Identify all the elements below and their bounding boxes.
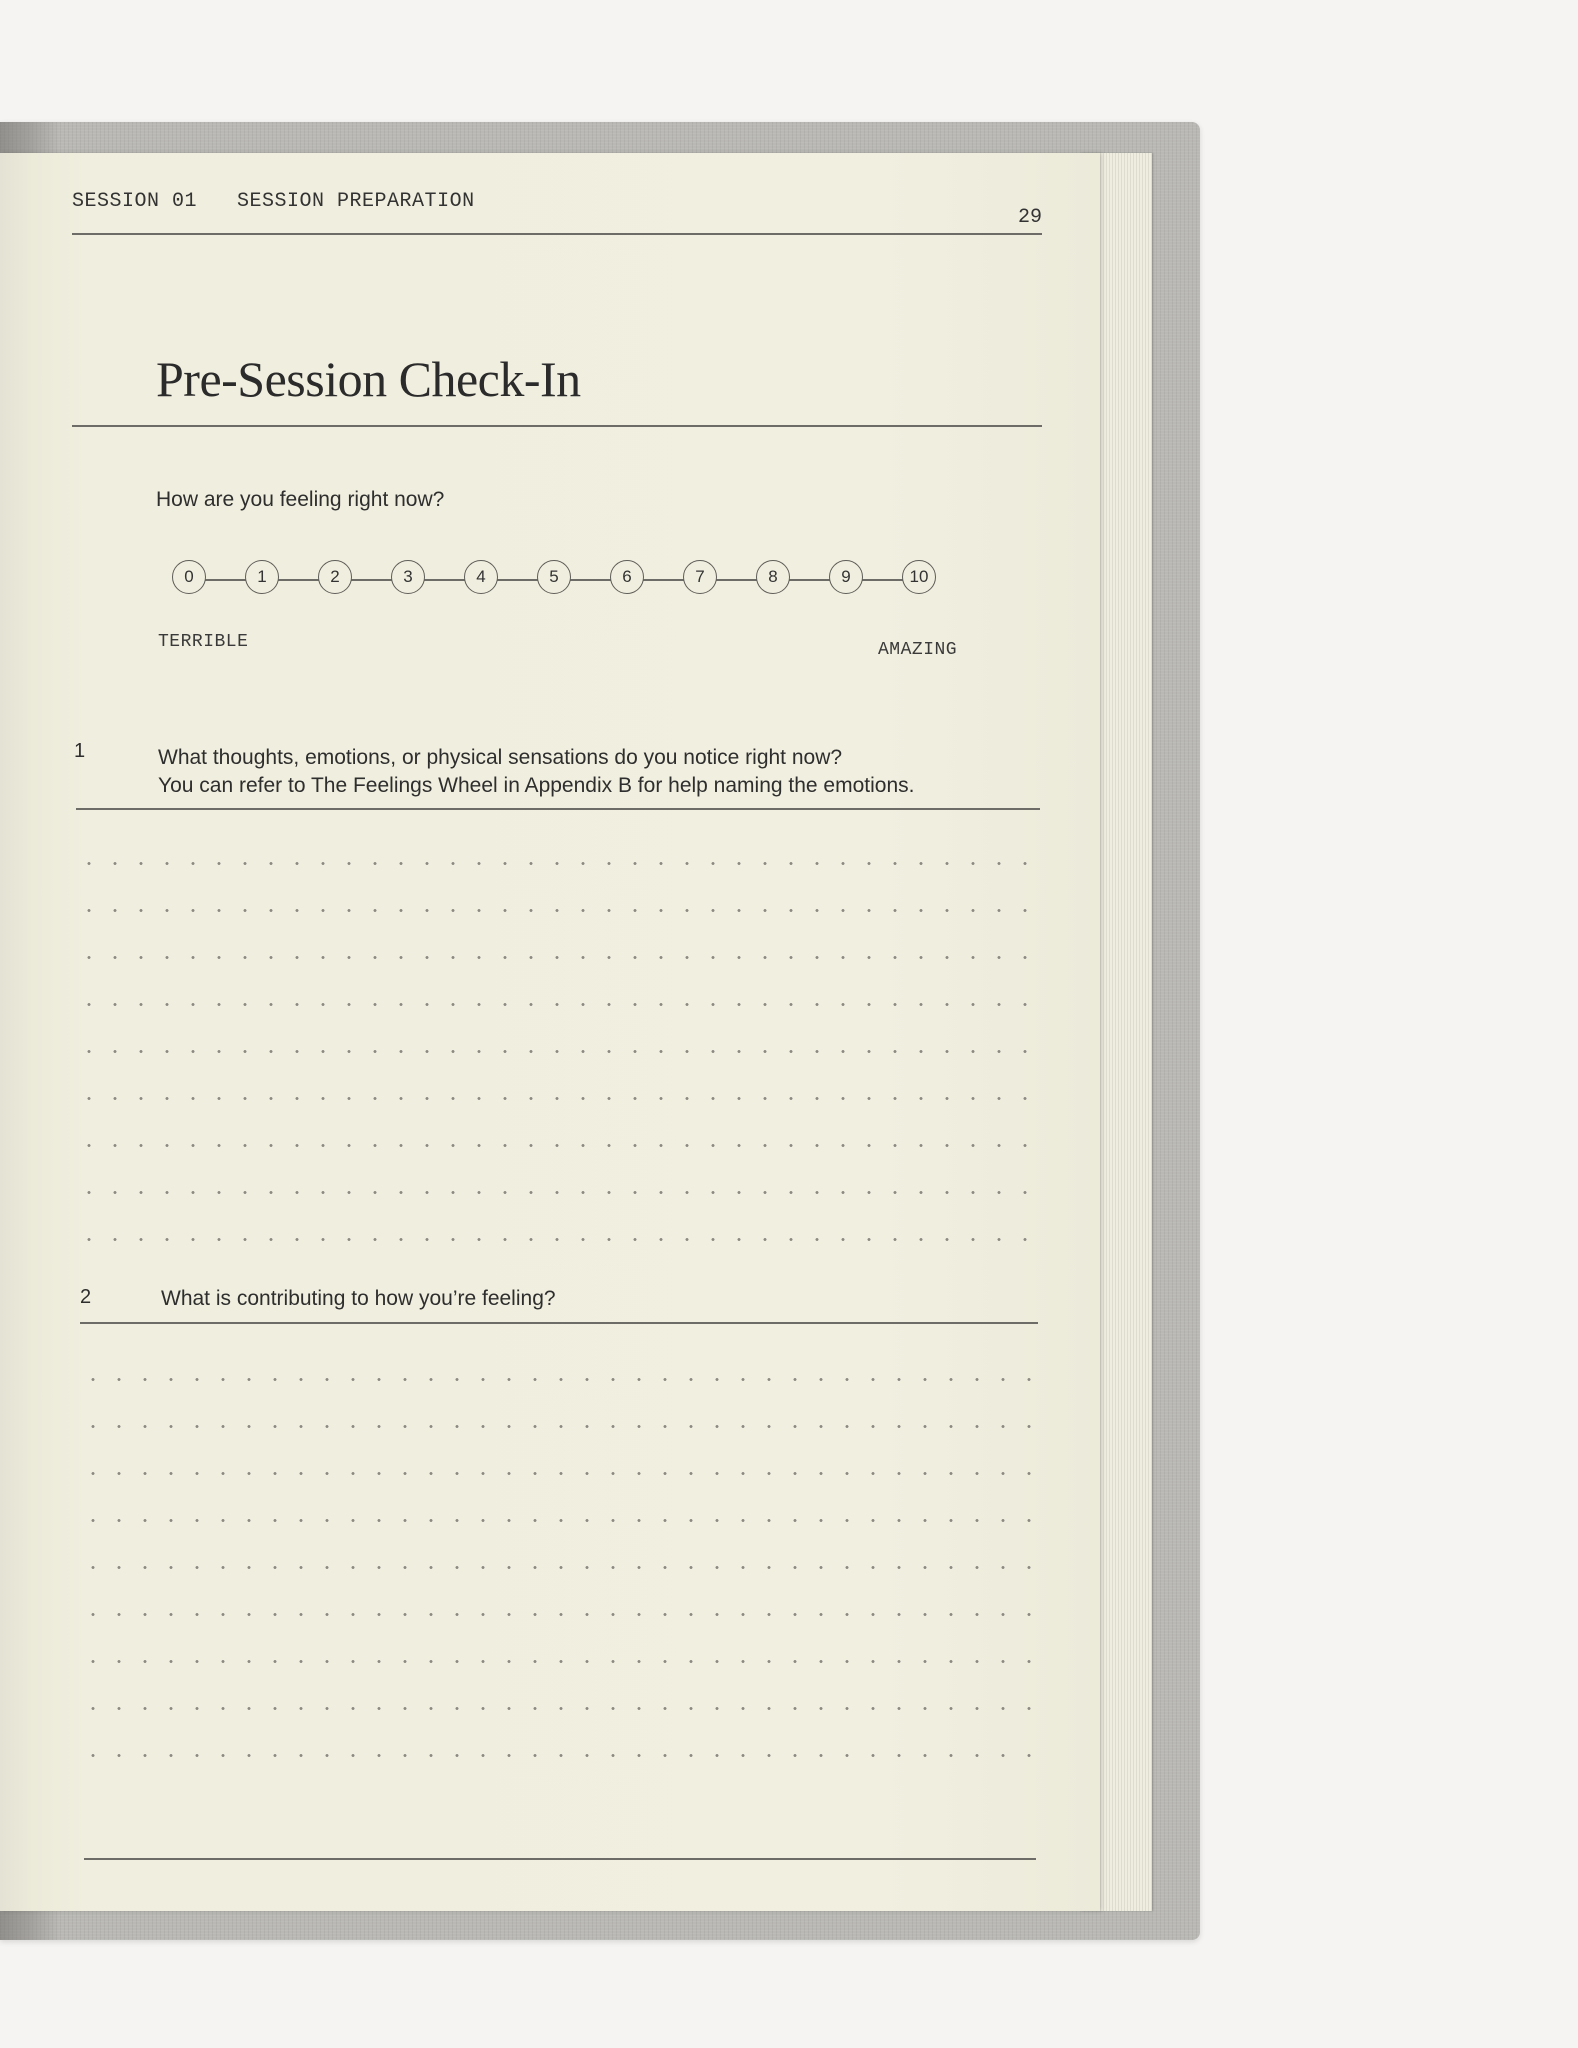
- question-2-number: 2: [80, 1286, 92, 1308]
- running-header: [72, 190, 475, 213]
- question-2-rule: [80, 1322, 1038, 1324]
- scale-high-label: AMAZING: [878, 640, 958, 660]
- question-1-hint: You can refer to The Feelings Wheel in Appendix B for help naming the emotions.: [158, 774, 915, 797]
- footer-rule: [84, 1858, 1036, 1860]
- page-title: Pre-Session Check-In: [156, 351, 581, 407]
- question-2-prompt: What is contributing to how you’re feeling?: [161, 1287, 556, 1310]
- question-2-answer-area[interactable]: [80, 1356, 1042, 1776]
- feeling-question: How are you feeling right now?: [156, 488, 445, 511]
- question-2-text: [161, 1285, 556, 1313]
- page-number: 29: [1018, 206, 1043, 229]
- scale-option-6[interactable]: 6: [610, 560, 644, 594]
- scale-option-5[interactable]: 5: [537, 560, 571, 594]
- section-label: SESSION PREPARATION: [237, 190, 475, 213]
- title-rule: [72, 425, 1042, 427]
- scale-low-label: TERRIBLE: [158, 632, 249, 652]
- scale-option-9[interactable]: 9: [829, 560, 863, 594]
- scale-option-4[interactable]: 4: [464, 560, 498, 594]
- scale-option-10[interactable]: 10: [902, 560, 936, 594]
- question-1-text: [158, 744, 914, 800]
- scale-option-1[interactable]: 1: [245, 560, 279, 594]
- scale-option-8[interactable]: 8: [756, 560, 790, 594]
- session-label: SESSION 01: [72, 190, 198, 213]
- question-1-rule: [76, 808, 1040, 810]
- scale-option-3[interactable]: 3: [391, 560, 425, 594]
- scale-option-0[interactable]: 0: [172, 560, 206, 594]
- question-1-answer-area[interactable]: [76, 840, 1042, 1260]
- question-1-number: 1: [74, 740, 86, 762]
- scale-option-2[interactable]: 2: [318, 560, 352, 594]
- header-rule: [72, 233, 1042, 235]
- question-1-prompt: What thoughts, emotions, or physical sensations do you notice right now?: [158, 746, 843, 769]
- feeling-scale: [168, 556, 948, 606]
- scale-option-7[interactable]: 7: [683, 560, 717, 594]
